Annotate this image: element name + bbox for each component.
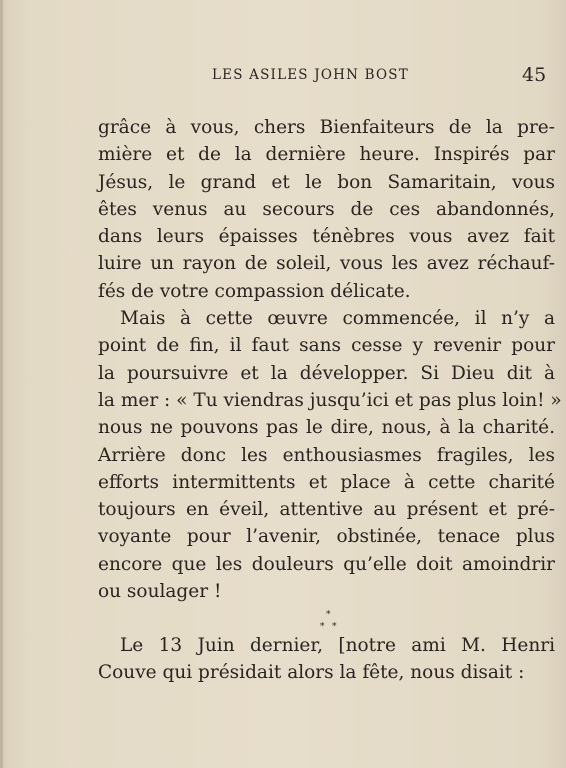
paragraph-2: [98, 305, 562, 605]
text-line: ou soulager !: [98, 581, 222, 603]
text-line: point de fin, il faut sans cesse y revenir pour: [98, 335, 555, 357]
text-line: la mer : « Tu viendras jusqu’ici et pas plus loin! »: [98, 389, 562, 411]
text-line: nous ne pouvons pas le dire, nous, à la charité.: [98, 417, 555, 439]
text-line: encore que les douleurs qu’elle doit amoindrir: [98, 553, 555, 575]
page-number: 45: [522, 64, 547, 86]
text-line: grâce à vous, chers Bienfaiteurs de la pre-: [98, 117, 555, 138]
text-line: efforts intermittents et place à cette charité: [98, 471, 555, 493]
text-line: dans leurs épaisses ténèbres vous avez fait: [98, 226, 555, 248]
text-line: la poursuivre et la développer. Si Dieu dit à: [98, 362, 555, 384]
asterism-star: *: [332, 622, 337, 633]
asterism-star: *: [326, 610, 331, 621]
body-text: [98, 114, 562, 645]
text-line: Le 13 Juin dernier, [notre ami M. Henri: [120, 635, 555, 656]
text-line: voyante pour l’avenir, obstinée, tenace plus: [98, 526, 555, 548]
asterism-star: *: [320, 622, 325, 633]
text-line: mière et de la dernière heure. Inspirés par: [98, 144, 555, 166]
text-line: toujours en éveil, attentive au présent et pré-: [98, 499, 555, 521]
text-line: êtes venus au secours de ces abandonnés,: [98, 198, 555, 220]
text-line: Mais à cette œuvre commencée, il n’y a: [120, 308, 555, 330]
running-title: LES ASILES JOHN BOST: [212, 67, 409, 83]
page-header: [0, 64, 566, 88]
text-line: fés de votre compassion délicate.: [98, 280, 411, 302]
text-line: Jésus, le grand et le bon Samaritain, vous: [98, 171, 555, 193]
text-line: Couve qui présidait alors la fête, nous disait :: [98, 662, 525, 684]
text-line: Arrière donc les enthousiasmes fragiles, les: [98, 444, 555, 466]
text-line: luire un rayon de soleil, vous les avez réchauf-: [98, 253, 555, 275]
paragraph-1: [98, 114, 555, 305]
paragraph-3: [98, 632, 555, 687]
